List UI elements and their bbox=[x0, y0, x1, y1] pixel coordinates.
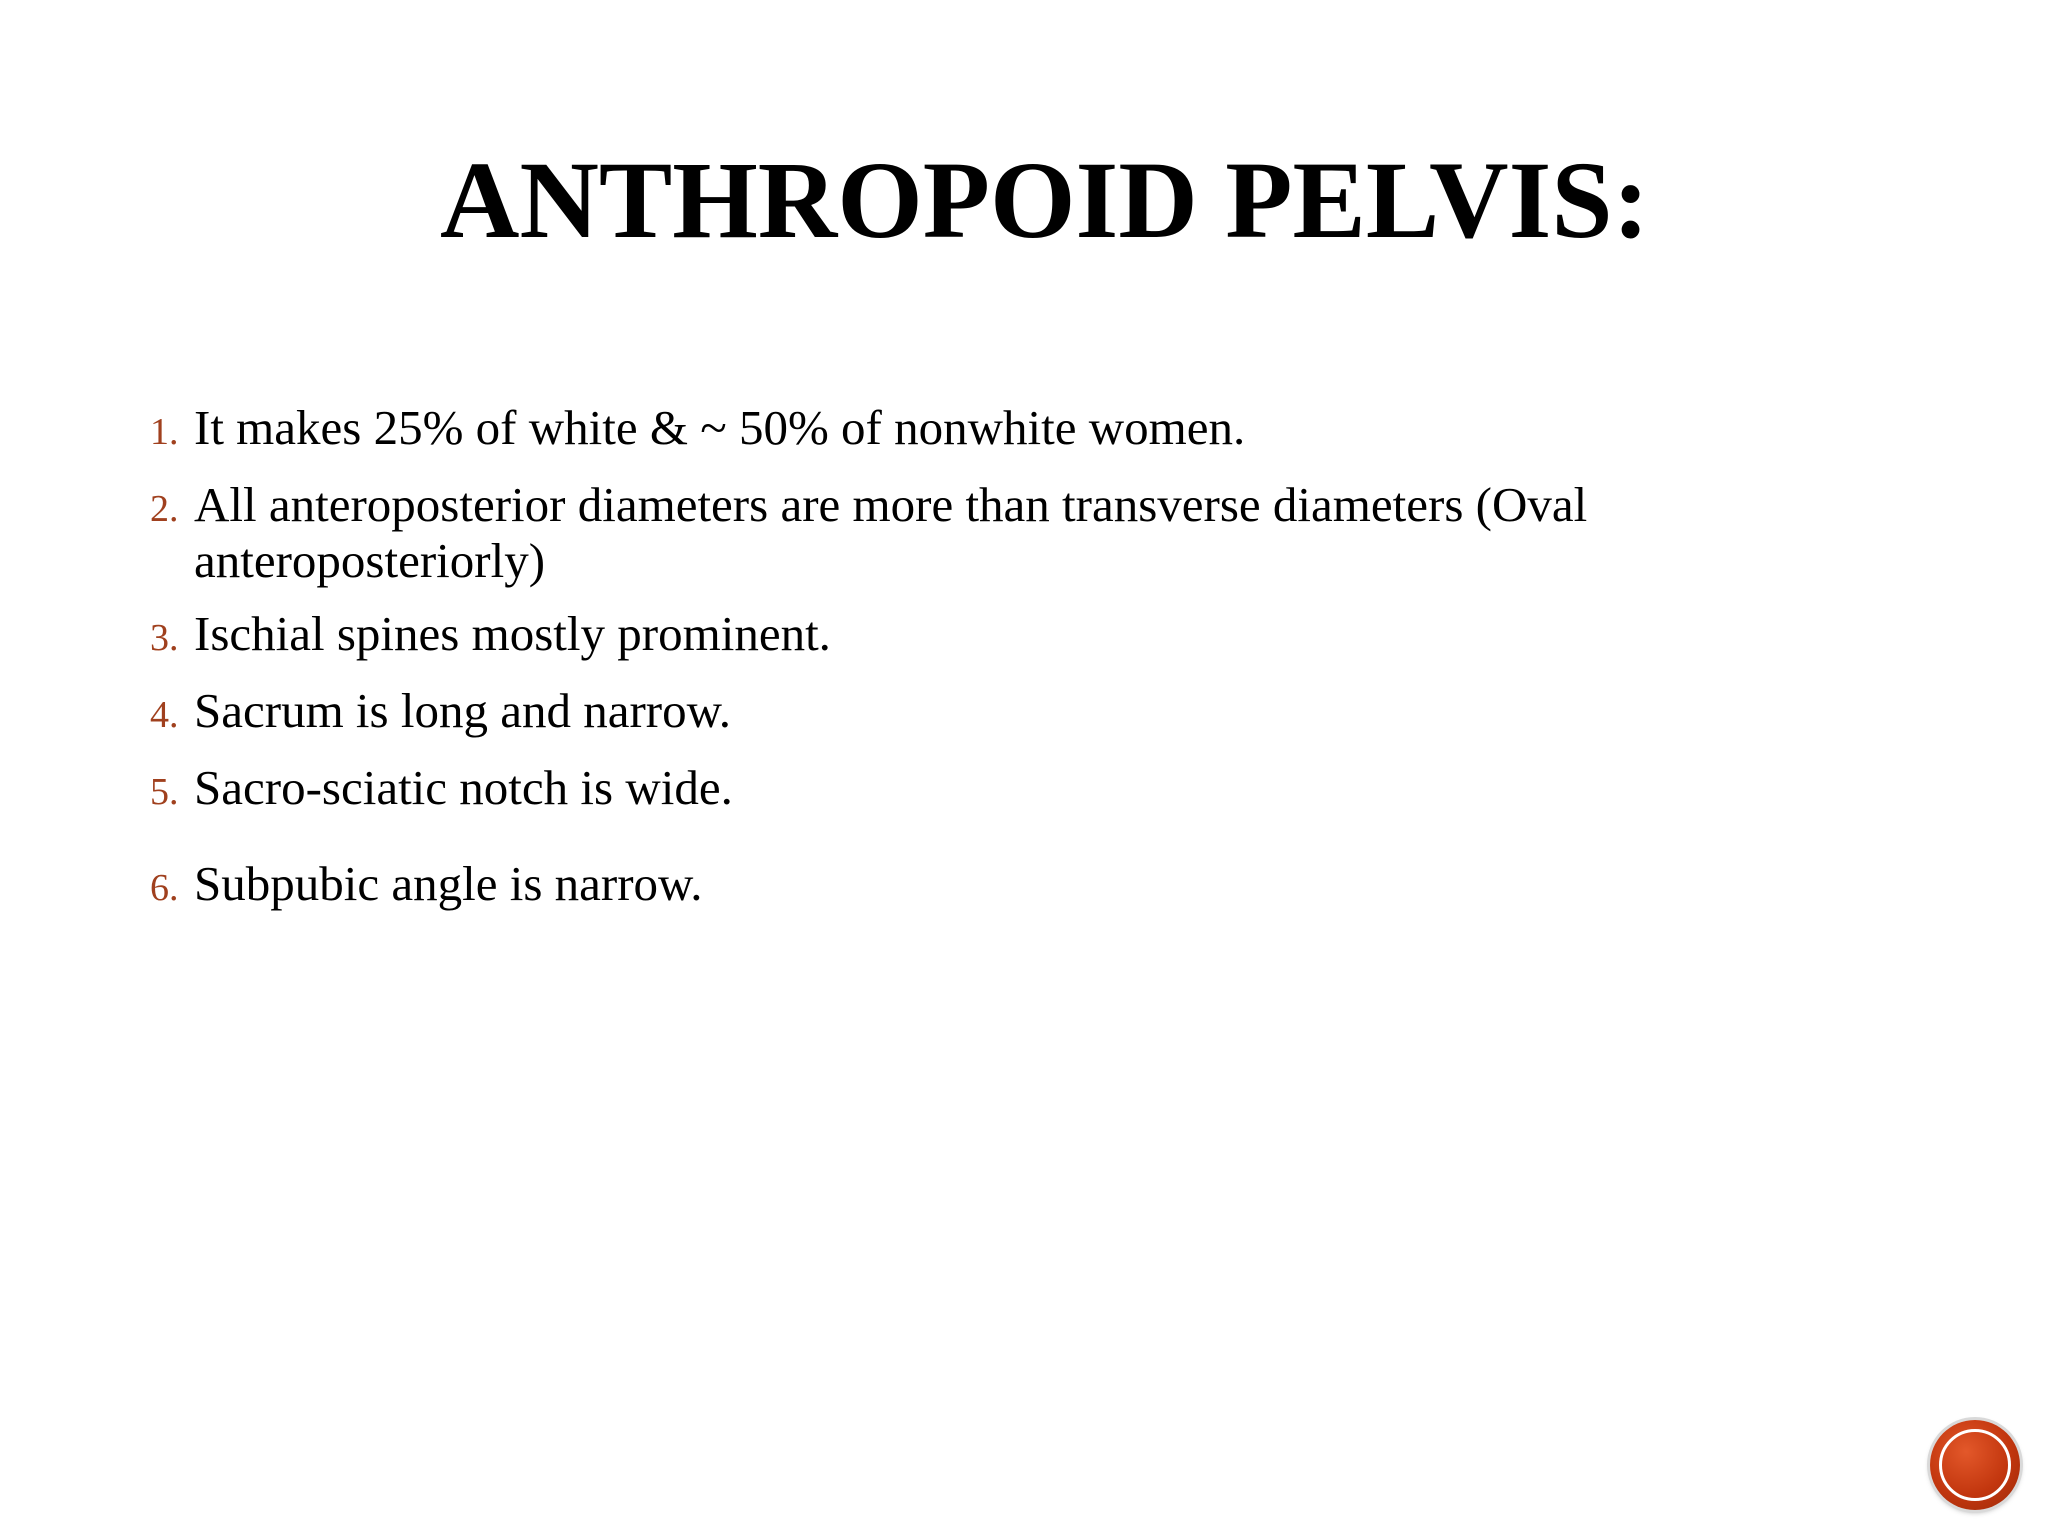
item-number: 3. bbox=[150, 617, 179, 659]
item-text: It makes 25% of white & ~ 50% of nonwhite women. bbox=[194, 400, 1246, 455]
item-text: Subpubic angle is narrow. bbox=[194, 856, 703, 911]
circle-nav-icon bbox=[1939, 1429, 2011, 1501]
item-text: All anteroposterior diameters are more than transverse diameters (Oval anteroposteriorly) bbox=[194, 477, 1588, 588]
list-item bbox=[150, 683, 1710, 743]
item-number: 1. bbox=[150, 411, 179, 453]
item-text: Ischial spines mostly prominent. bbox=[194, 606, 831, 661]
item-text: Sacro-sciatic notch is wide. bbox=[194, 760, 733, 815]
list-item bbox=[150, 856, 1710, 916]
list-item bbox=[150, 606, 1710, 666]
slide-title: ANTHROPOID PELVIS: bbox=[440, 139, 1650, 261]
item-number: 2. bbox=[150, 488, 179, 530]
next-slide-button[interactable] bbox=[1930, 1420, 2020, 1510]
list-item bbox=[150, 400, 1710, 460]
item-number: 6. bbox=[150, 867, 179, 909]
item-number: 5. bbox=[150, 771, 179, 813]
bullet-list bbox=[150, 400, 1710, 916]
list-item bbox=[150, 760, 1710, 820]
list-item bbox=[150, 477, 1710, 589]
item-text: Sacrum is long and narrow. bbox=[194, 683, 732, 738]
item-number: 4. bbox=[150, 694, 179, 736]
